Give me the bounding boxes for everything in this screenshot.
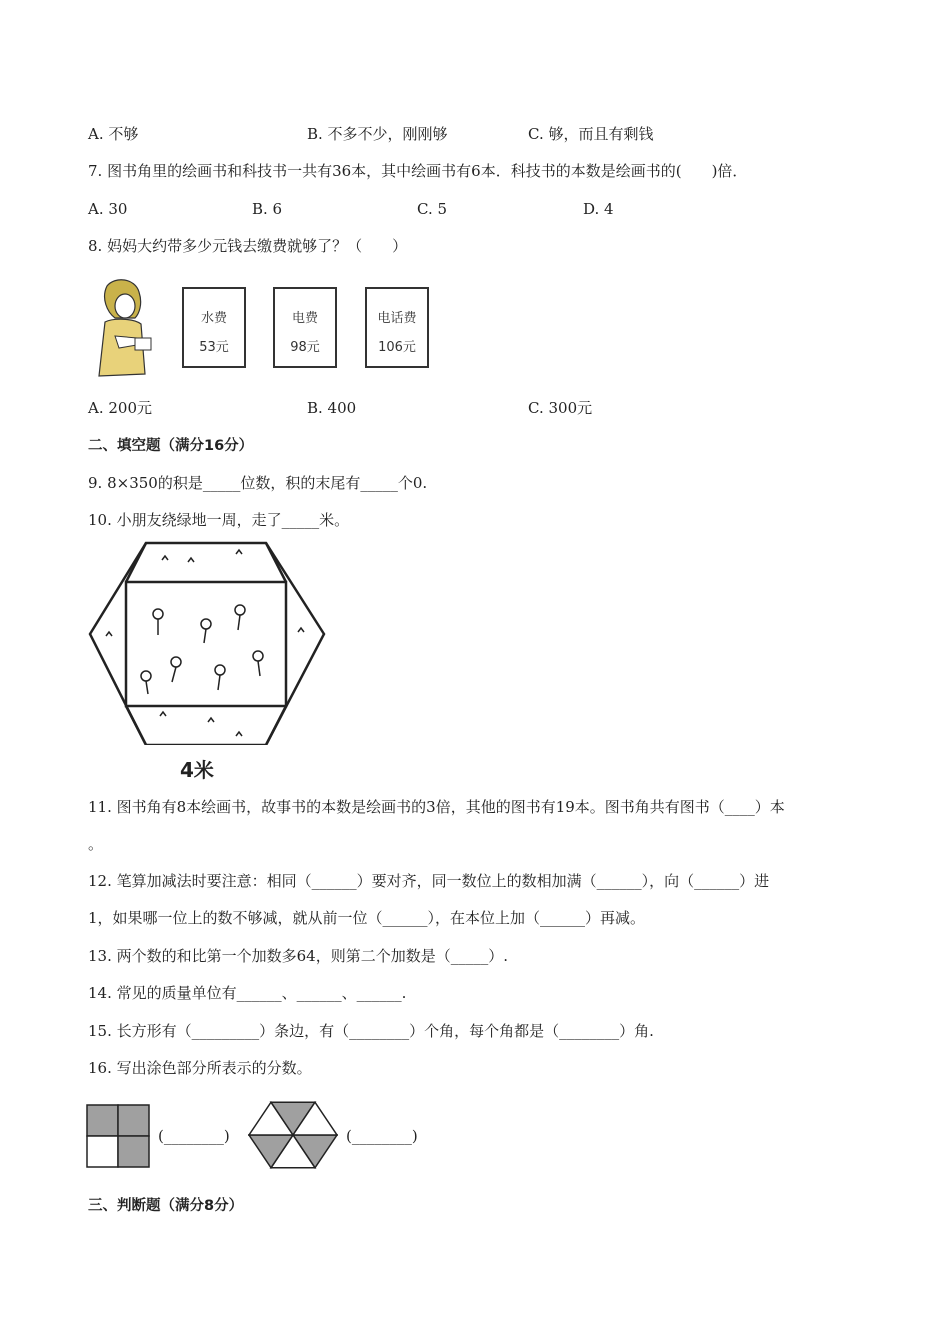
- square-cell: [87, 1136, 118, 1167]
- q16-text: 16. 写出涂色部分所表示的分数。: [88, 1059, 312, 1077]
- q7-text: 7. 图书角里的绘画书和科技书一共有36本，其中绘画书有6本．科技书的本数是绘画书的( )倍．: [88, 162, 748, 180]
- q15-text: 15. 长方形有（_________）条边，有（________）个角，每个角都是（________）角.: [88, 1022, 654, 1040]
- lawn-hexagon-figure: [88, 540, 328, 745]
- square-fraction-blank: (________): [158, 1127, 230, 1145]
- water-fee-card: [182, 287, 246, 368]
- mother-illustration: [85, 278, 155, 380]
- q7-option-a: A. 30: [88, 200, 128, 218]
- hexagon-fraction-blank: (________): [346, 1127, 418, 1145]
- q8-option-c: C. 300元: [528, 399, 593, 417]
- q8-text: 8. 妈妈大约带多少元钱去缴费就够了？（ ）: [88, 237, 408, 255]
- q10-dimension-label: 4米: [180, 758, 214, 782]
- phone-fee-amount: 106元: [378, 340, 416, 355]
- electricity-fee-label: 电费: [291, 311, 318, 326]
- water-fee-label: 水费: [200, 311, 227, 326]
- q9-text: 9. 8×350的积是_____位数，积的末尾有_____个0.: [88, 474, 428, 492]
- q8-option-b: B. 400: [307, 399, 357, 417]
- water-fee-amount: 53元: [199, 340, 229, 355]
- q6-option-c: C. 够，而且有剩钱: [528, 125, 654, 143]
- q6-option-b: B. 不多不少，刚刚够: [307, 125, 448, 143]
- shaded-square-figure: [86, 1104, 150, 1168]
- q13-text: 13. 两个数的和比第一个加数多64，则第二个加数是（_____）.: [88, 947, 508, 965]
- square-cell: [118, 1105, 149, 1136]
- square-cell: [87, 1105, 118, 1136]
- section-2-heading: 二、填空题（满分16分）: [88, 438, 254, 454]
- q11-text-line1: 11. 图书角有8本绘画书，故事书的本数是绘画书的3倍，其他的图书有19本。图书角共有图书（____）本: [88, 798, 785, 816]
- phone-fee-label: 电话费: [377, 311, 417, 326]
- q6-option-a: A. 不够: [88, 125, 139, 143]
- electricity-fee-card: [273, 287, 337, 368]
- q7-option-b: B. 6: [252, 200, 283, 218]
- electricity-fee-amount: 98元: [290, 340, 320, 355]
- q8-option-a: A. 200元: [88, 399, 152, 417]
- q11-text-line2: 。: [88, 835, 104, 853]
- section-3-heading: 三、判断题（满分8分）: [88, 1198, 244, 1214]
- q12-text-line1: 12. 笔算加减法时要注意：相同（______）要对齐，同一数位上的数相加满（______），向（______）进: [88, 872, 770, 890]
- q10-text: 10. 小朋友绕绿地一周，走了_____米。: [88, 511, 350, 529]
- q14-text: 14. 常见的质量单位有______、______、______.: [88, 984, 407, 1002]
- q7-option-c: C. 5: [417, 200, 448, 218]
- shaded-hexagon-figure: [248, 1096, 338, 1174]
- phone-fee-card: [365, 287, 429, 368]
- q12-text-line2: 1，如果哪一位上的数不够减，就从前一位（______），在本位上加（______）再减。: [88, 909, 646, 927]
- q7-option-d: D. 4: [583, 200, 614, 218]
- square-cell: [118, 1136, 149, 1167]
